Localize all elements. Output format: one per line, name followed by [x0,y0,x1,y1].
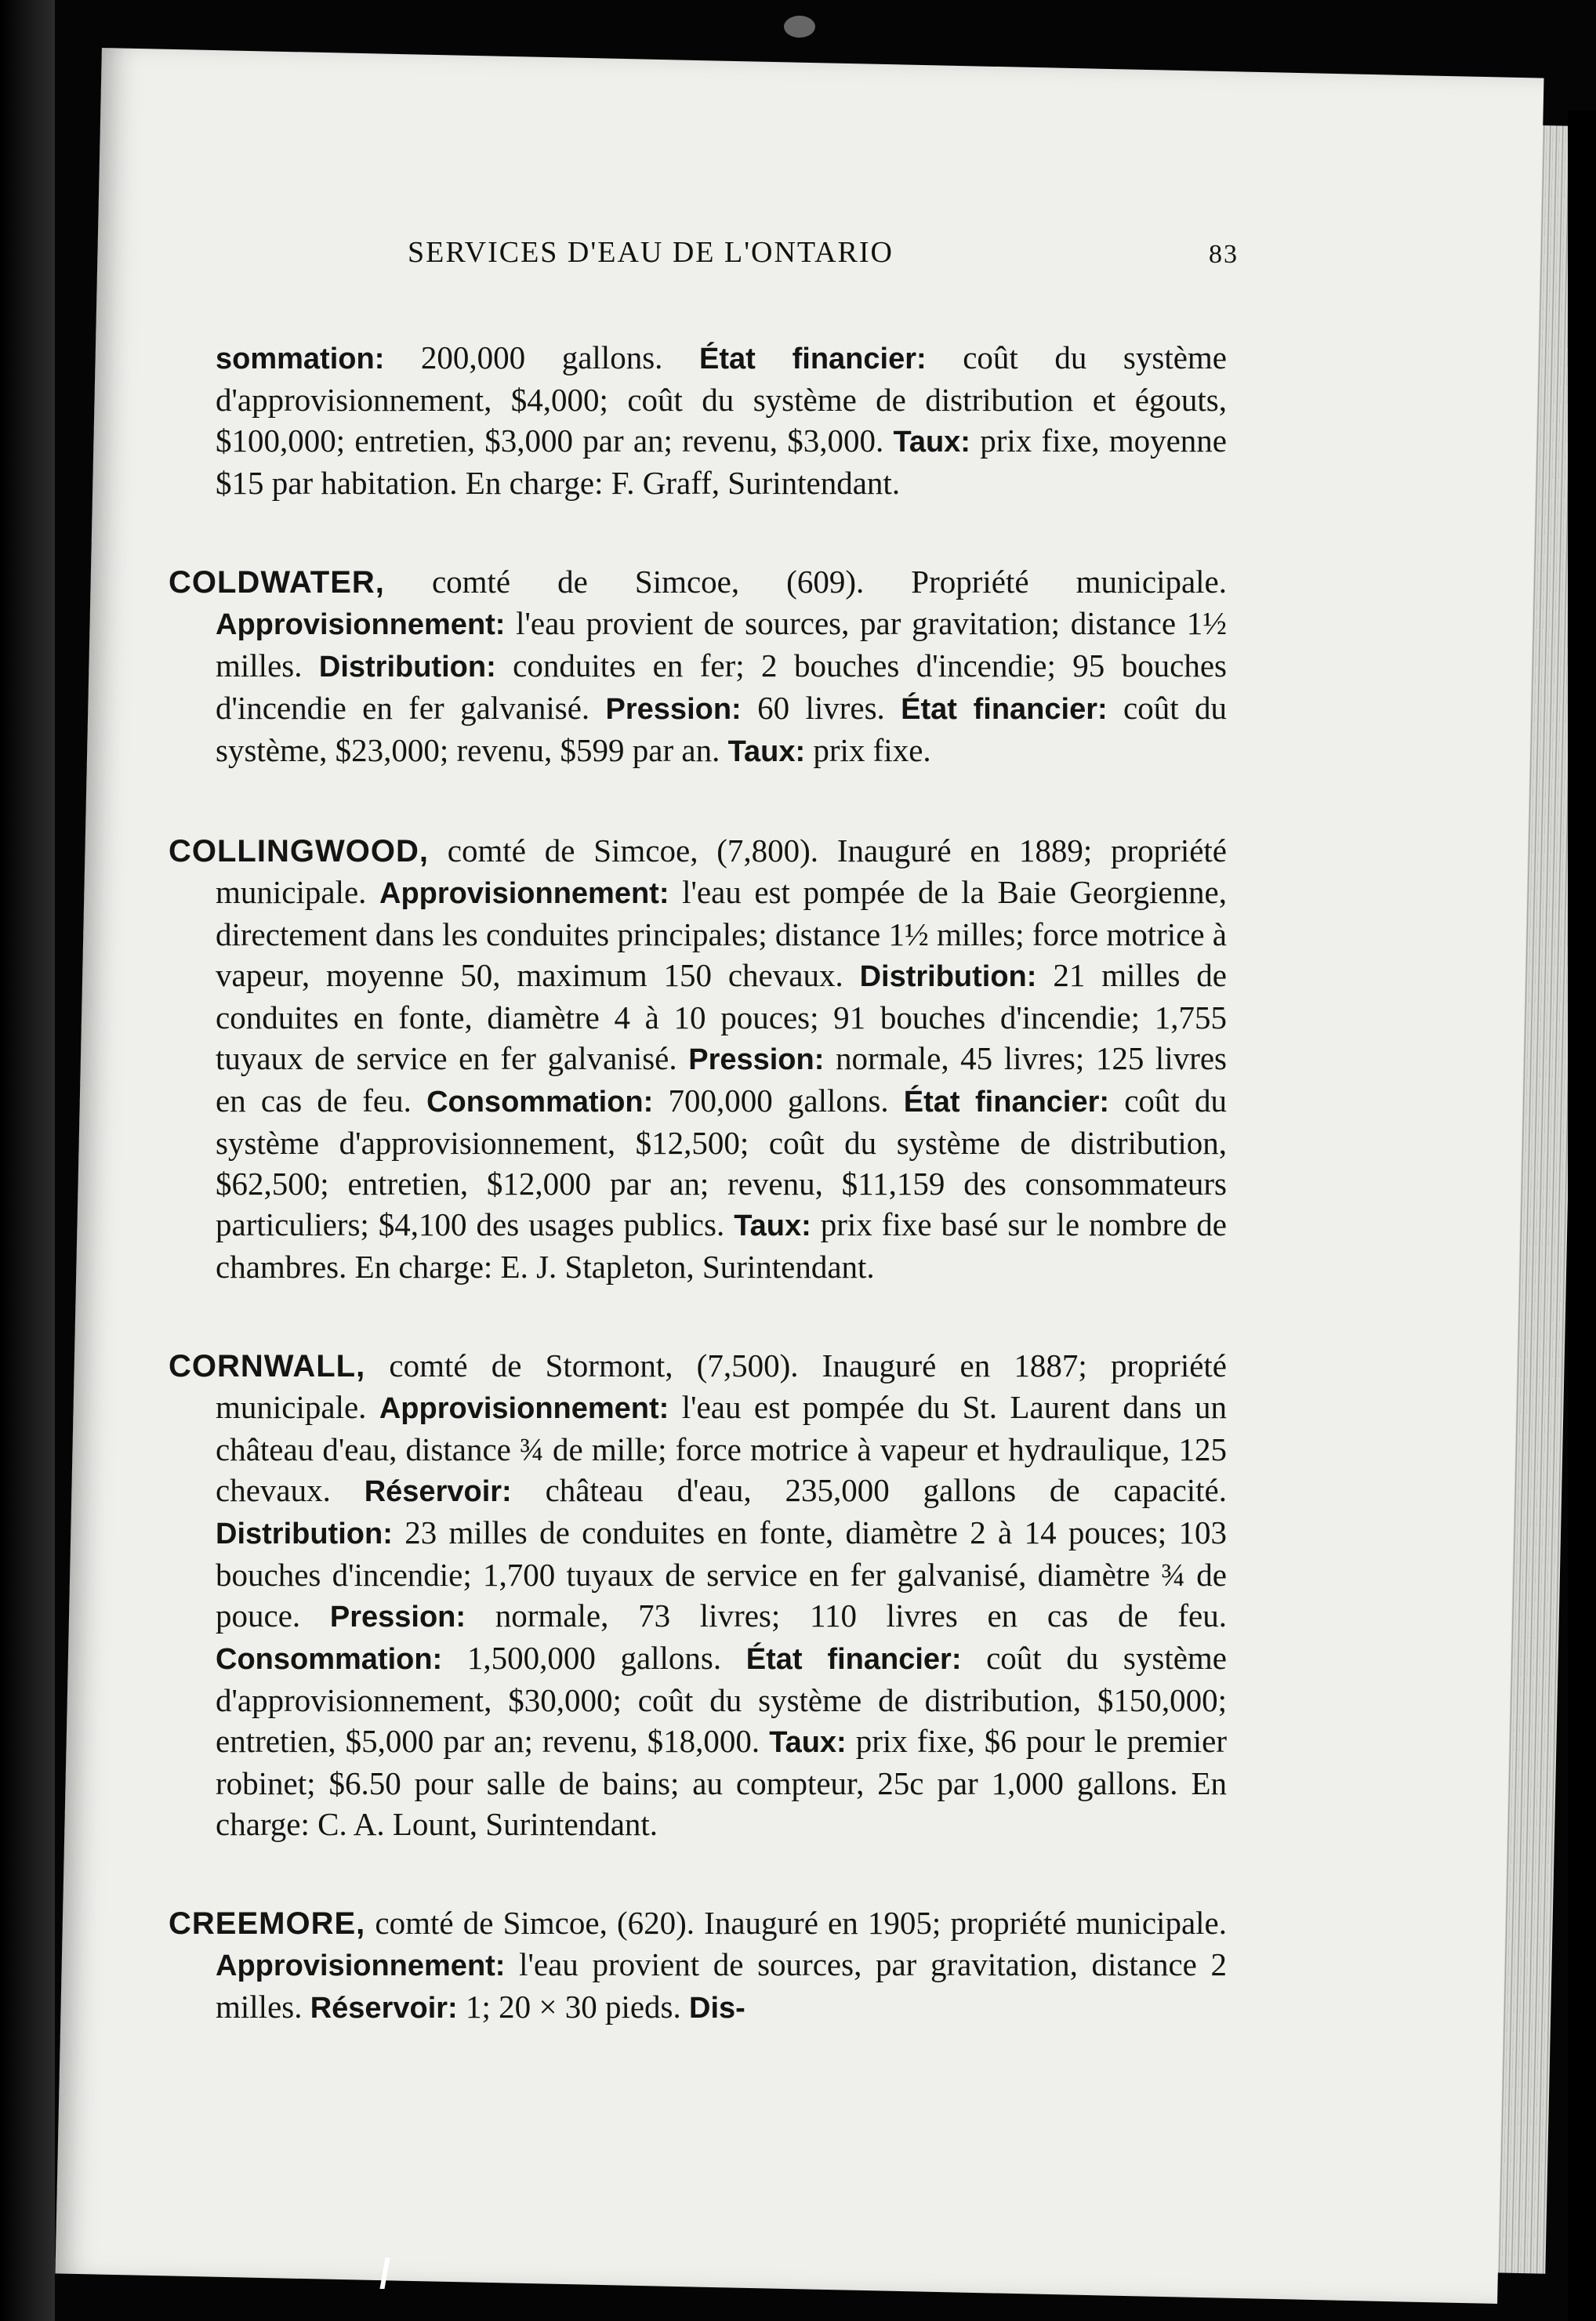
book-spine-shadow [0,0,55,2321]
field-label: État financier: [698,343,927,375]
entry-text: l'eau provient de sources, par gravitation, distance 2 milles. [216,1946,1227,2025]
field-label: Taux: [734,1209,811,1242]
entry-text: prix fixe, moyenne $15 par habitation. En charge: F. Graff, Surintendant. [216,422,1227,501]
town-entry [169,1902,1227,2029]
entry-text: normale, 73 livres; 110 livres en cas de feu. [466,1598,1227,1634]
field-label: Approvisionnement: [379,877,669,910]
town-name: COLDWATER, [169,565,385,600]
entry-text: comté de Simcoe, (7,800). Inauguré en 1889; propriété municipale. [216,832,1227,910]
entry-text: prix fixe. [805,732,931,768]
entry-text: comté de Simcoe, (609). Propriété municipale. [384,564,1227,600]
field-label: Taux: [727,735,806,768]
entry-text: comté de Stormont, (7,500). Inauguré en 1887; propriété municipale. [216,1347,1227,1425]
field-label: Distribution: [216,1518,393,1550]
entry-list [169,561,1227,2029]
entry-text: 21 milles de conduites en fonte, diamètre 4 à 10 pouces; 91 bouches d'incendie; 1,755 tuyaux de service en fer galvanisé. [216,957,1227,1076]
field-label: Pression: [329,1601,466,1634]
town-name: CORNWALL, [169,1349,366,1384]
field-label: Dis- [689,1992,745,2025]
field-label: Taux: [769,1726,847,1759]
entry-text: 700,000 gallons. [653,1083,904,1119]
entry-text: l'eau est pompée du St. Laurent dans un château d'eau, distance ¾ de mille; force motrice à vapeur et hydraulique, 125 chevaux. [216,1389,1227,1508]
page-header-title: SERVICES D'EAU DE L'ONTARIO [408,236,894,269]
entry-text: coût du système, $23,000; revenu, $599 par an. [216,690,1228,768]
field-label: Consommation: [426,1086,654,1119]
field-label: État financier: [901,693,1108,726]
running-header [408,235,1239,270]
field-label: Réservoir: [310,1992,458,2025]
continued-entry [169,337,1227,503]
scan-border-right [1568,110,1596,2321]
entry-text: 60 livres. [741,690,901,726]
field-label: État financier: [903,1086,1110,1119]
town-entry [169,561,1227,772]
entry-text: coût du système d'approvisionnement, $12,500; coût du système de distribution, $62,500; entretien, $12,000 par an; revenu, $11,159 des consommateurs particuliers; $4,100 des usages publics. [216,1083,1228,1242]
entry-text: 200,000 gallons. [384,339,699,375]
entry-text: château d'eau, 235,000 gallons de capacité. [511,1472,1228,1508]
entry-text: 1,500,000 gallons. [442,1640,746,1676]
entry-text: l'eau provient de sources, par gravitation; distance 1½ milles. [216,605,1227,684]
town-entry [169,1345,1227,1844]
entry-text: prix fixe basé sur le nombre de chambres. En charge: E. J. Stapleton, Surintendant. [216,1206,1227,1285]
entry-text: prix fixe, $6 pour le premier robinet; $6.50 pour salle de bains; au compteur, 25c par 1,000 gallons. En charge: C. A. Lount, Surintendant. [216,1723,1227,1842]
field-label: Approvisionnement: [216,608,506,641]
field-label: Approvisionnement: [216,1949,506,1982]
entry-text: conduites en fer; 2 bouches d'incendie; 95 bouches d'incendie en fer galvanisé. [216,647,1227,726]
field-label: Distribution: [318,651,496,684]
field-label: Distribution: [859,960,1037,993]
entry-text: l'eau est pompée de la Baie Georgienne, directement dans les conduites principales; distance 1½ milles; force motrice à vapeur, moyenne 50, maximum 150 chevaux. [216,874,1227,993]
town-name: COLLINGWOOD, [169,834,429,869]
scan-artifact-top [784,16,815,38]
field-label: Pression: [688,1043,825,1076]
entry-text: coût du système d'approvisionnement, $4,000; coût du système de distribution et égouts, $100,000; entretien, $3,000 par an; revenu, $3,000. [216,339,1227,459]
entry-text: comté de Simcoe, (620). Inauguré en 1905; propriété municipale. [365,1905,1227,1941]
field-label: Consommation: [216,1643,443,1676]
page-body [169,337,1227,2087]
field-label: Pression: [605,693,742,726]
town-entry [169,830,1227,1287]
entry-text: 1; 20 × 30 pieds. [457,1989,690,2025]
field-label: Taux: [893,426,970,459]
field-label: Approvisionnement: [379,1392,669,1425]
entry-text: 23 milles de conduites en fonte, diamètre 2 à 14 pouces; 103 bouches d'incendie; 1,700 tuyaux de service en fer galvanisé, diamètre ¾ de pouce. [216,1514,1227,1634]
field-label: État financier: [745,1643,962,1676]
field-label: sommation: [216,343,385,375]
town-name: CREEMORE, [169,1906,366,1941]
entry-text: normale, 45 livres; 125 livres en cas de feu. [216,1040,1227,1119]
field-label: Réservoir: [364,1475,512,1508]
entry-text: coût du système d'approvisionnement, $30,000; coût du système de distribution, $150,000; entretien, $5,000 par an; revenu, $18,000. [216,1640,1227,1759]
page-number: 83 [1209,240,1239,269]
